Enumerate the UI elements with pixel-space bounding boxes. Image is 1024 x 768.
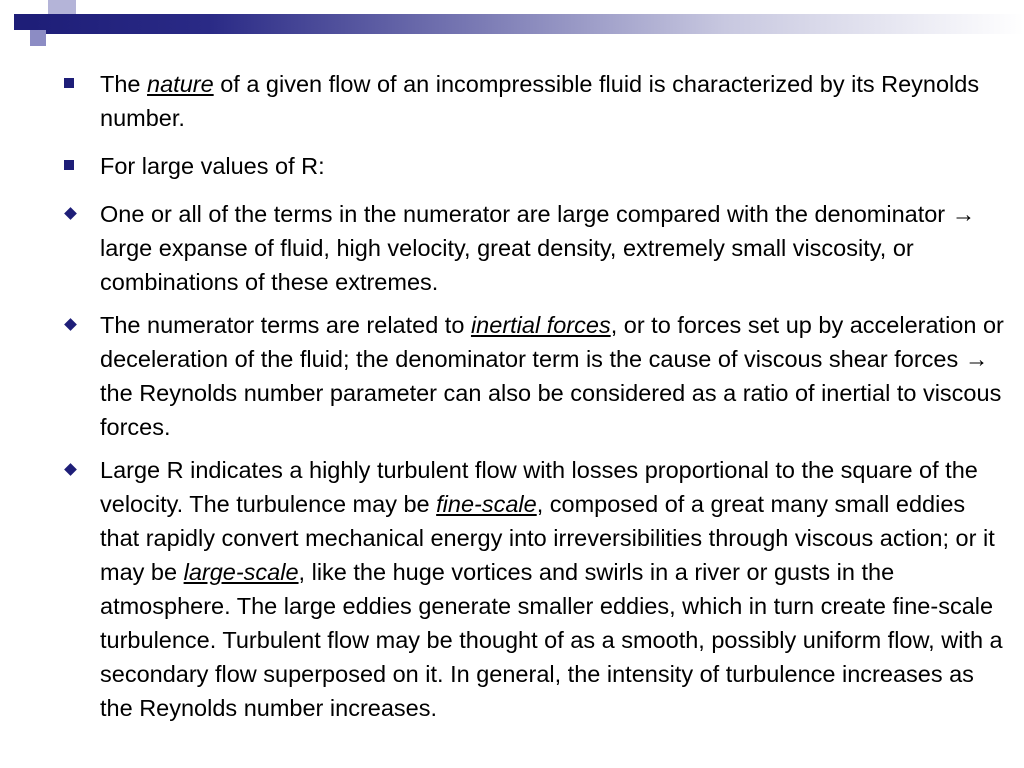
bullet-text: of a given flow of an incompressible fluid is characterized by its Reynolds number. [100,71,980,131]
square-bullet-icon [64,160,74,170]
bullet-text: One or all of the terms in the numerator are large compared with the denominator → large expanse of fluid, high velocity, great density, extremely small viscosity, or combinations of these extremes. [100,201,976,295]
deco-square-dark [14,14,30,30]
deco-square-mid [30,30,46,46]
emphasis-text: fine-scale [436,491,537,517]
bullet-item [58,67,1008,135]
bullet-text: The [100,71,148,97]
bullet-text: Large R indicates a highly turbulent flow with losses proportional to the square of the velocity. The turbulence may be [100,457,978,517]
square-bullet-icon [64,78,74,88]
bullet-text: , composed of a great many small eddies that rapidly convert mechanical energy into irreversibilities through viscous action; or it may be [100,491,995,585]
bullet-item [58,149,1008,183]
emphasis-text: large-scale [183,559,299,585]
bullet-text: , or to forces set up by acceleration or deceleration of the fluid; the denominator term is the cause of viscous shear forces → the Reynolds number parameter can also be considered as a ratio of inertial to viscous forces. [100,312,1004,440]
bullet-text: , like the huge vortices and swirls in a river or gusts in the atmosphere. The large eddies generate smaller eddies, which in turn create fine-scale turbulence. Turbulent flow may be thought of as a smooth, possibly uniform flow, with a secondary flow superposed on it. In general, the intensity of turbulence increases as the Reynolds number increases. [100,559,1003,721]
deco-square-light [48,0,64,14]
diamond-bullet-icon [64,318,77,331]
bullet-text: The numerator terms are related to [100,312,471,338]
header-gradient-bar [30,14,1024,34]
deco-square-light-2 [64,0,76,14]
emphasis-text: inertial forces [470,312,611,338]
slide-content [58,67,1008,725]
diamond-bullet-icon [64,207,77,220]
bullet-item [58,453,1008,725]
diamond-bullet-icon [64,463,77,476]
bullet-item [58,197,1008,299]
bullet-text: For large values of R: [100,153,325,179]
emphasis-text: nature [147,71,214,97]
bullet-item [58,308,1008,444]
